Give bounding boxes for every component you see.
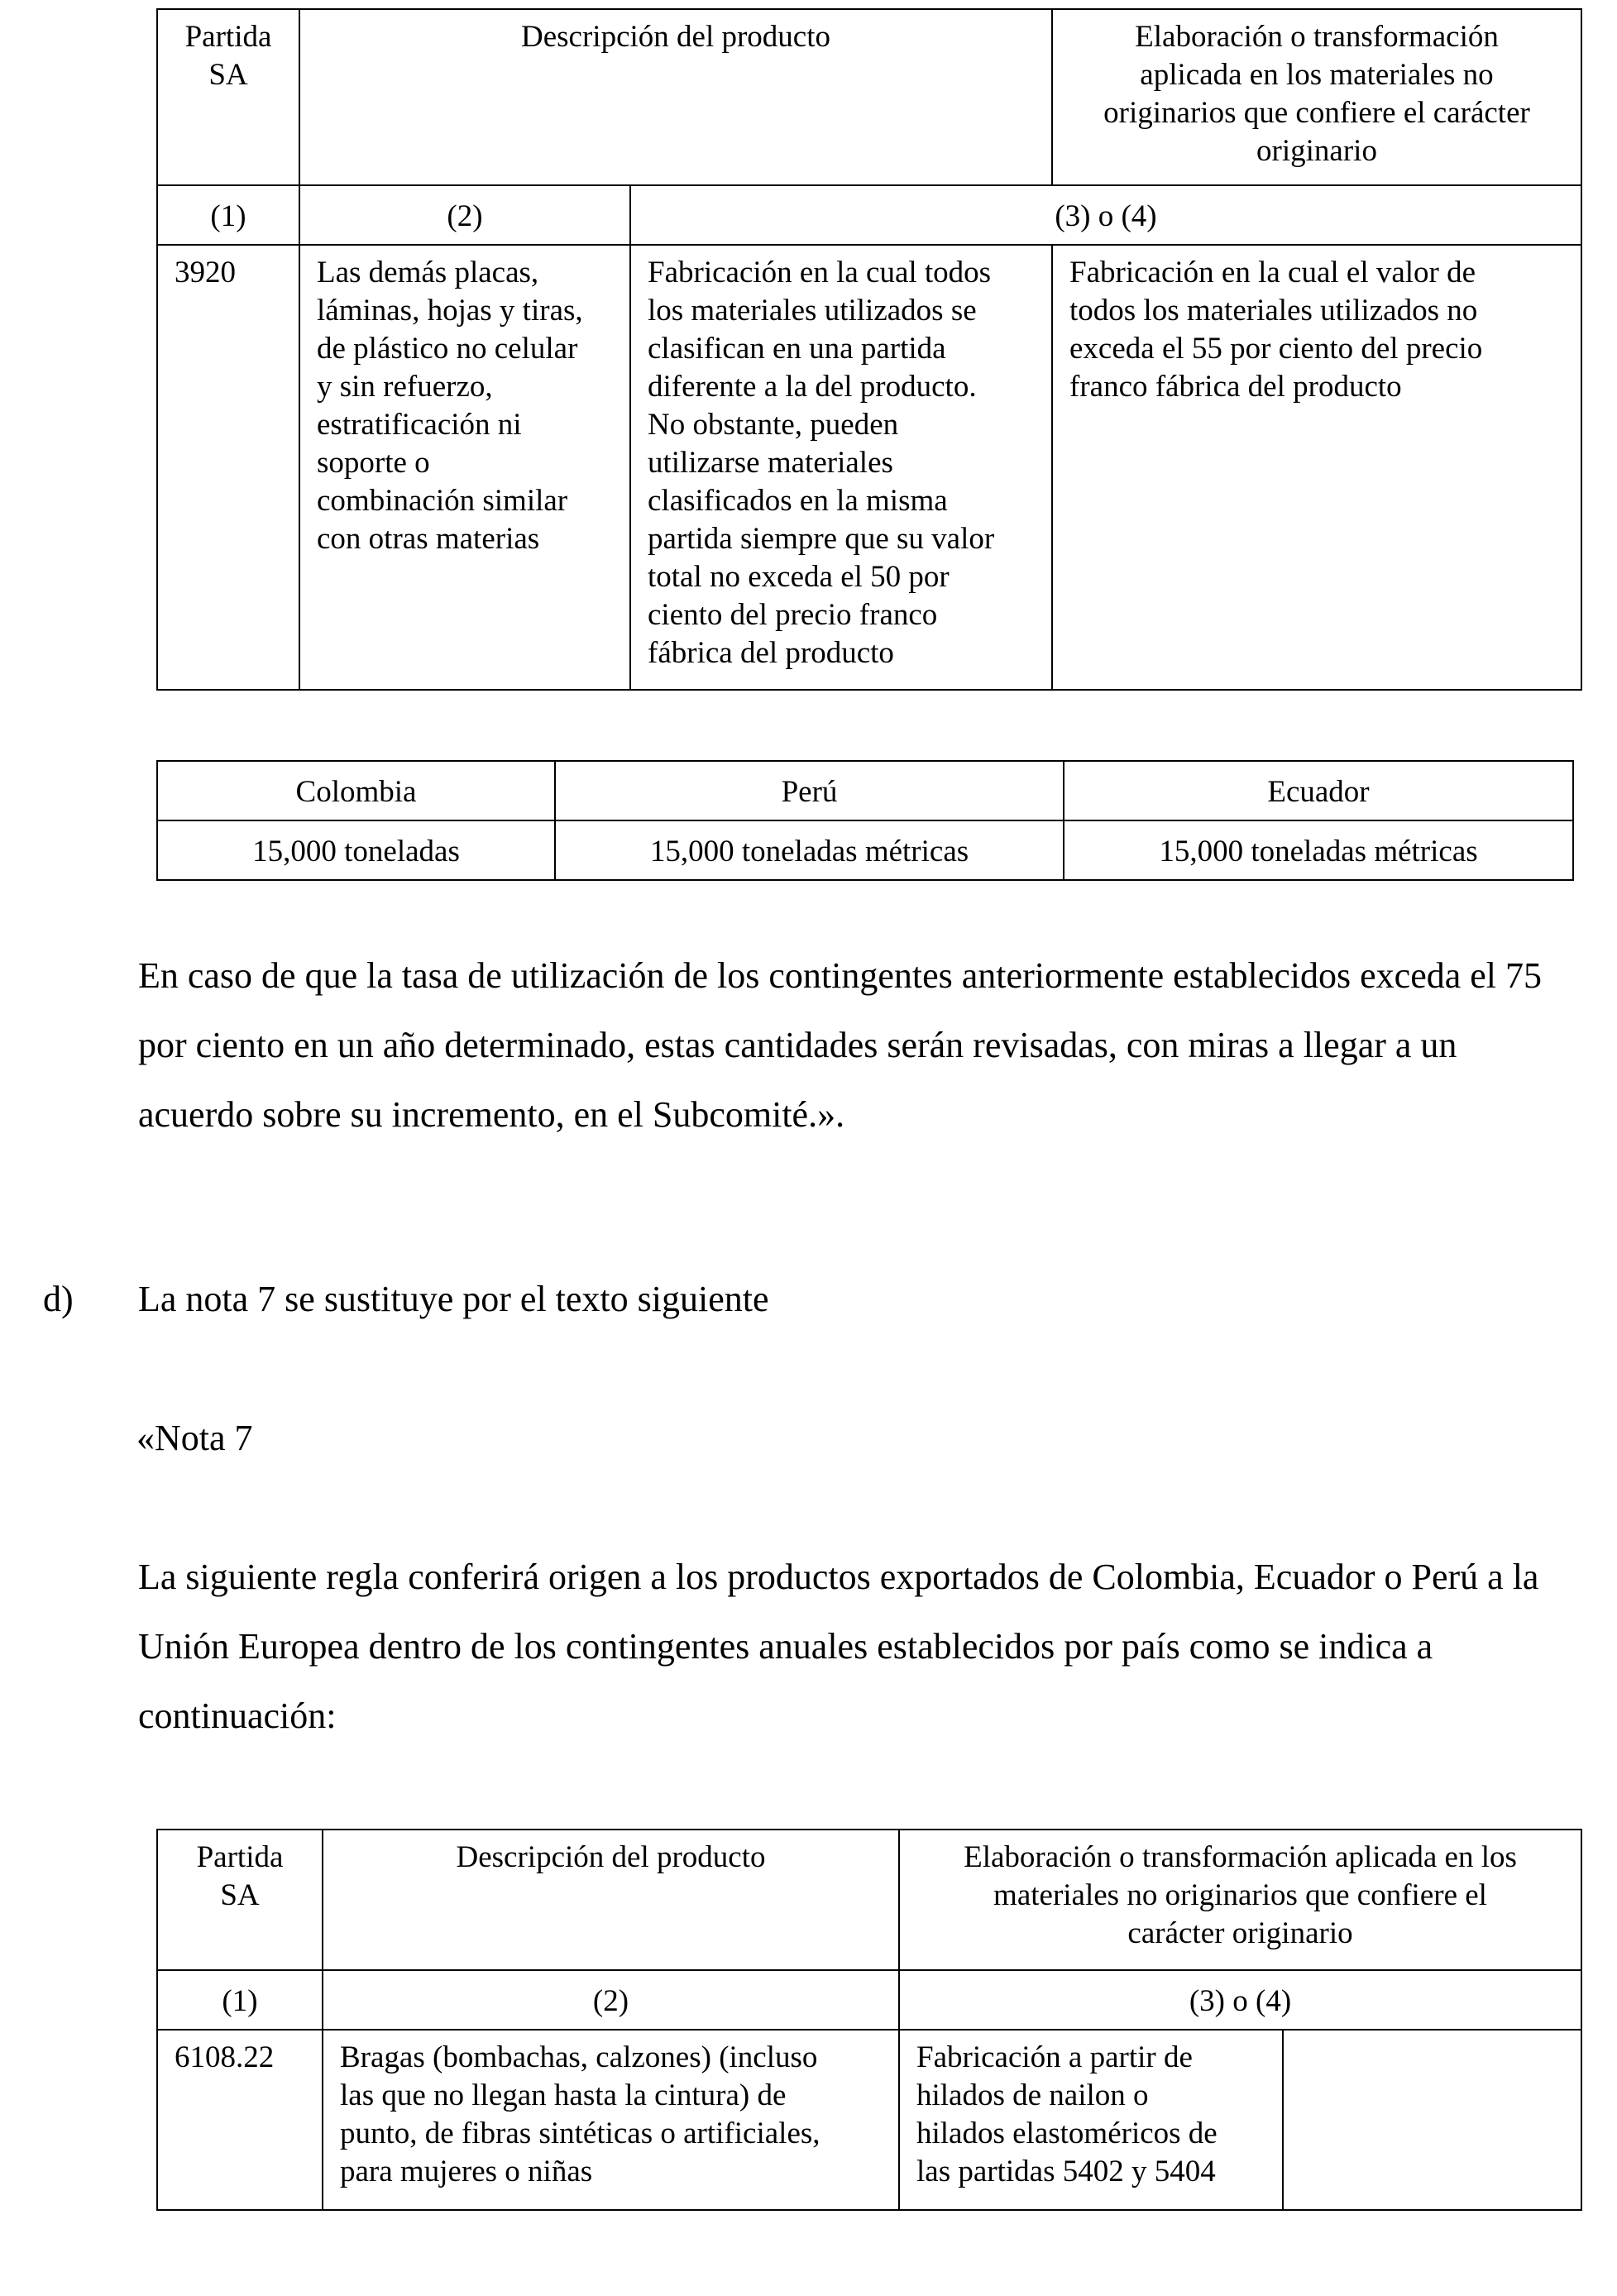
quota-header-colombia: Colombia — [157, 761, 555, 820]
col-number-2: (2) — [323, 1970, 899, 2030]
col-number-1: (1) — [157, 1970, 323, 2030]
col-number-3-4: (3) o (4) — [899, 1970, 1581, 2030]
header-description: Descripción del producto — [323, 1830, 899, 1970]
quota-header-row — [157, 761, 1573, 820]
header-description: Descripción del producto — [299, 9, 1052, 185]
table-header-row — [157, 1830, 1581, 1970]
row-rule-3: Fabricación en la cual todos los materiales utilizados se clasifican en una partida diferente a la del producto. No obstante, pueden utilizarse materiales clasificados en la misma partida siempre que su valor total no exceda el 50 por ciento del precio franco fábrica del producto — [630, 245, 1052, 690]
table-number-row — [157, 1970, 1581, 2030]
quota-header-ecuador: Ecuador — [1064, 761, 1573, 820]
quota-value-peru: 15,000 toneladas métricas — [555, 820, 1064, 880]
table-number-row — [157, 185, 1581, 245]
item-d-label: d) — [43, 1279, 74, 1319]
note-title: «Nota 7 — [136, 1418, 253, 1458]
header-processing: Elaboración o transformación aplicada en los materiales no originarios que confiere el carácter originario — [1052, 9, 1581, 185]
header-processing: Elaboración o transformación aplicada en los materiales no originarios que confiere el carácter originario — [899, 1830, 1581, 1970]
header-partida-sa: Partida SA — [157, 9, 299, 185]
quota-table — [156, 760, 1574, 881]
col-number-3-4: (3) o (4) — [630, 185, 1581, 245]
quota-value-ecuador: 15,000 toneladas métricas — [1064, 820, 1573, 880]
table-header-row — [157, 9, 1581, 185]
row-rule-4: Fabricación en la cual el valor de todos los materiales utilizados no exceda el 55 por ciento del precio franco fábrica del producto — [1052, 245, 1581, 690]
row-rule-4 — [1283, 2030, 1581, 2210]
table-row — [157, 2030, 1581, 2210]
item-d-text: La nota 7 se sustituye por el texto siguiente — [138, 1279, 769, 1319]
rules-table-6108 — [156, 1829, 1582, 2211]
row-hs-code: 6108.22 — [157, 2030, 323, 2210]
row-rule-3: Fabricación a partir de hilados de nailon o hilados elastoméricos de las partidas 5402 y 5404 — [899, 2030, 1283, 2210]
rules-table-3920 — [156, 8, 1582, 691]
quota-review-paragraph: En caso de que la tasa de utilización de los contingentes anteriormente establecidos exceda el 75 por ciento en un año determinado, estas cantidades serán revisadas, con miras a llegar a un acuerdo sobre su incremento, en el Subcomité.». — [138, 955, 1543, 1135]
quota-header-peru: Perú — [555, 761, 1064, 820]
quota-value-colombia: 15,000 toneladas — [157, 820, 555, 880]
header-partida-sa: Partida SA — [157, 1830, 323, 1970]
col-number-2: (2) — [299, 185, 630, 245]
quota-value-row — [157, 820, 1573, 880]
row-description: Las demás placas, láminas, hojas y tiras, de plástico no celular y sin refuerzo, estratificación ni soporte o combinación similar con otras materias — [299, 245, 630, 690]
row-description: Bragas (bombachas, calzones) (incluso las que no llegan hasta la cintura) de punto, de fibras sintéticas o artificiales, para mujeres o niñas — [323, 2030, 899, 2210]
origin-rule-paragraph: La siguiente regla conferirá origen a los productos exportados de Colombia, Ecuador o Perú a la Unión Europea dentro de los contingentes anuales establecidos por país como se indica a continuación: — [138, 1557, 1539, 1736]
col-number-1: (1) — [157, 185, 299, 245]
table-row — [157, 245, 1581, 690]
row-hs-code: 3920 — [157, 245, 299, 690]
